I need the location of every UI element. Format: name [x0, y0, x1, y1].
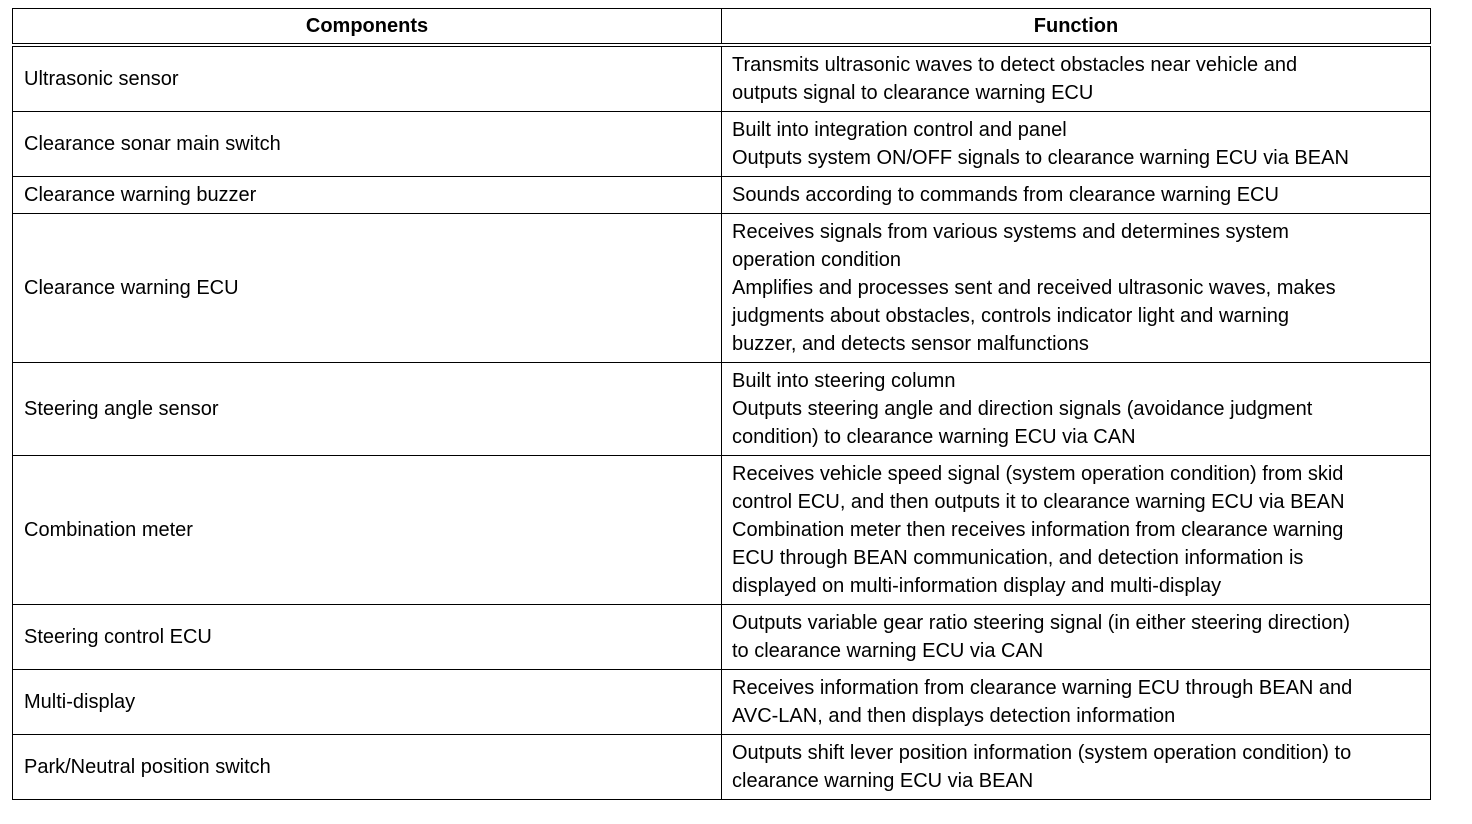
component-cell: Clearance warning buzzer — [13, 177, 722, 214]
function-line: Outputs steering angle and direction signals (avoidance judgment — [732, 398, 1313, 420]
function-line: Built into steering column — [732, 370, 956, 392]
component-cell: Park/Neutral position switch — [13, 735, 722, 800]
table-body — [13, 45, 1431, 800]
table-row — [13, 670, 1431, 735]
header-row — [13, 9, 1431, 46]
table-row — [13, 456, 1431, 605]
table-row — [13, 735, 1431, 800]
component-cell: Steering angle sensor — [13, 363, 722, 456]
table-row — [13, 214, 1431, 363]
component-cell: Combination meter — [13, 456, 722, 605]
function-line: control ECU, and then outputs it to clearance warning ECU via BEAN — [732, 491, 1345, 513]
function-line: condition) to clearance warning ECU via CAN — [732, 426, 1136, 448]
table-row — [13, 605, 1431, 670]
function-line: ECU through BEAN communication, and detection information is — [732, 547, 1304, 569]
table-row — [13, 45, 1431, 112]
function-line: to clearance warning ECU via CAN — [732, 640, 1044, 662]
function-line: Built into integration control and panel — [732, 119, 1067, 141]
function-line: Outputs variable gear ratio steering signal (in either steering direction) — [732, 612, 1351, 634]
component-cell: Clearance warning ECU — [13, 214, 722, 363]
function-line: Combination meter then receives information from clearance warning — [732, 519, 1344, 541]
table-row — [13, 177, 1431, 214]
function-line: Outputs shift lever position information (system operation condition) to — [732, 742, 1352, 764]
function-line: Amplifies and processes sent and received ultrasonic waves, makes — [732, 277, 1336, 299]
function-line: AVC-LAN, and then displays detection information — [732, 705, 1176, 727]
header-function: Function — [722, 9, 1431, 46]
function-cell — [722, 363, 1431, 456]
function-line: Receives vehicle speed signal (system operation condition) from skid — [732, 463, 1344, 485]
function-cell — [722, 605, 1431, 670]
function-line: buzzer, and detects sensor malfunctions — [732, 333, 1089, 355]
function-line: operation condition — [732, 249, 902, 271]
function-cell — [722, 214, 1431, 363]
function-cell — [722, 670, 1431, 735]
function-line: Receives signals from various systems and determines system — [732, 221, 1289, 243]
function-line: Receives information from clearance warning ECU through BEAN and — [732, 677, 1353, 699]
function-line: Sounds according to commands from clearance warning ECU — [732, 184, 1279, 206]
function-cell — [722, 177, 1431, 214]
component-cell: Steering control ECU — [13, 605, 722, 670]
function-line: Outputs system ON/OFF signals to clearance warning ECU via BEAN — [732, 147, 1349, 169]
function-line: displayed on multi-information display and multi-display — [732, 575, 1222, 597]
table-header — [13, 9, 1431, 46]
function-cell — [722, 735, 1431, 800]
function-cell — [722, 456, 1431, 605]
table-row — [13, 112, 1431, 177]
function-cell — [722, 112, 1431, 177]
function-line: judgments about obstacles, controls indicator light and warning — [732, 305, 1289, 327]
components-function-table — [12, 8, 1431, 800]
table-row — [13, 363, 1431, 456]
component-cell: Ultrasonic sensor — [13, 45, 722, 112]
function-line: outputs signal to clearance warning ECU — [732, 82, 1094, 104]
component-cell: Clearance sonar main switch — [13, 112, 722, 177]
function-cell — [722, 45, 1431, 112]
header-components: Components — [13, 9, 722, 46]
function-line: Transmits ultrasonic waves to detect obstacles near vehicle and — [732, 54, 1298, 76]
function-line: clearance warning ECU via BEAN — [732, 770, 1034, 792]
component-cell: Multi-display — [13, 670, 722, 735]
